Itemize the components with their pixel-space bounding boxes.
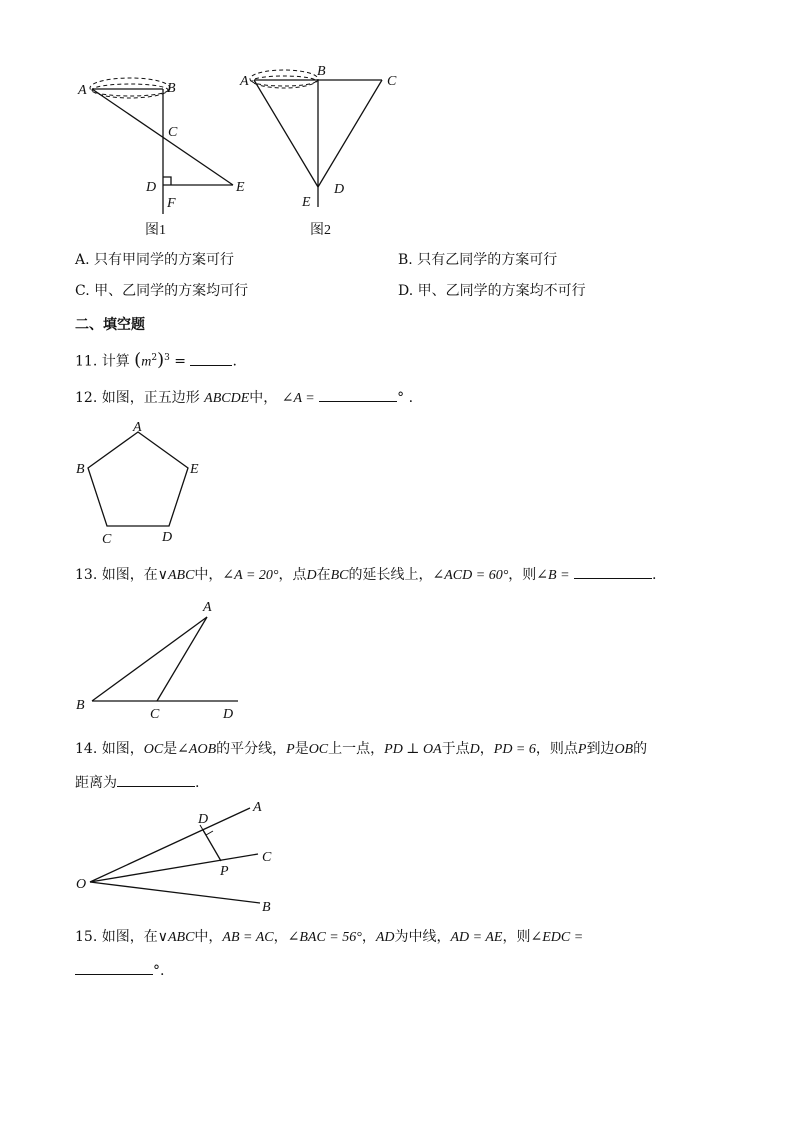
q15-text-3: ， <box>273 929 288 945</box>
label-d: D <box>198 812 209 827</box>
segment-ba <box>92 617 207 701</box>
q14-p-2: P <box>577 742 587 757</box>
triangle-figure <box>70 592 250 722</box>
dashed-arc-1 <box>90 78 170 98</box>
q14-end: . <box>195 775 200 791</box>
question-13 <box>75 564 656 585</box>
dashed-arc-2 <box>92 84 168 96</box>
q14-perp: PD ⊥ OA <box>384 742 442 757</box>
ray-ob <box>90 882 260 903</box>
q13-text-2: 中， <box>194 567 223 583</box>
label-e: E <box>302 195 311 210</box>
question-14-line-1 <box>75 740 647 759</box>
caption-fig2: 图2 <box>310 223 331 238</box>
q15-text-1: 15. 如图，在 <box>75 929 158 945</box>
question-14-line-2 <box>75 772 199 792</box>
q14-text-6: 于点 <box>441 741 470 757</box>
q11-eq: = <box>174 353 187 370</box>
q13-triangle: ∨ABC <box>157 568 195 583</box>
label-b: B <box>317 64 326 79</box>
q13-angle-a: ∠A = 20° <box>222 568 279 583</box>
q15-ab-ac: AB = AC <box>222 930 274 945</box>
label-d: D <box>162 530 173 545</box>
question-12 <box>75 387 413 408</box>
label-c: C <box>387 74 397 89</box>
segment-ac <box>157 617 207 701</box>
option-c: C. 甲、乙同学的方案均可行 <box>75 283 249 299</box>
q15-text-2: 中， <box>194 929 223 945</box>
q11-prefix: 11. 计算 <box>75 353 130 370</box>
q15-text-5: 为中线， <box>394 929 451 945</box>
label-b: B <box>76 462 85 477</box>
q14-ob: OB <box>614 742 634 757</box>
q15-triangle: ∨ABC <box>157 930 195 945</box>
q15-ad: AD <box>375 930 395 945</box>
q12-answer-blank[interactable] <box>319 387 397 402</box>
q14-text-9: 到边 <box>586 741 615 757</box>
dashed-arc-1 <box>250 70 318 88</box>
q13-text-3: ，点 <box>278 567 307 583</box>
label-e: E <box>236 180 245 195</box>
segment-cd <box>318 80 382 187</box>
q15-angle-edc: ∠EDC = <box>530 930 584 945</box>
label-d: D <box>146 180 157 195</box>
label-d: D <box>334 182 345 197</box>
q14-text-10: 的 <box>633 741 648 757</box>
q11-base: m <box>141 354 152 370</box>
q15-text-6: ，则 <box>502 929 531 945</box>
label-a: A <box>240 74 249 89</box>
q14-answer-blank[interactable] <box>117 772 195 787</box>
q13-text-1: 13. 如图，在 <box>75 567 158 583</box>
label-o: O <box>76 877 87 892</box>
label-a: A <box>203 600 212 615</box>
right-angle-mark <box>163 177 171 185</box>
question-15-line-2 <box>75 960 164 980</box>
q13-text-6: ，则 <box>508 567 537 583</box>
q14-d: D <box>469 742 480 757</box>
q12-name: ABCDE <box>204 391 250 406</box>
question-11: 11. 计算 $(m^2)^3$ = . <box>75 349 237 371</box>
q15-answer-blank[interactable] <box>75 960 153 975</box>
q11-end: . <box>232 353 237 370</box>
label-c: C <box>168 125 178 140</box>
q11-answer-blank[interactable] <box>190 351 232 366</box>
question-15-line-1 <box>75 928 583 947</box>
q12-end: ° . <box>397 390 414 406</box>
q14-text-2: 是 <box>163 741 178 757</box>
q13-end: . <box>651 567 657 583</box>
label-a: A <box>78 83 87 98</box>
q13-angle-acd: ∠ACD = 60° <box>432 568 509 583</box>
figure-2 <box>232 62 412 242</box>
q12-angle: ∠A = <box>281 391 315 406</box>
segment-ad <box>254 80 318 187</box>
q15-angle-bac: ∠BAC = 56° <box>287 930 362 945</box>
q13-angle-b: ∠B = <box>536 568 570 583</box>
q13-text-5: 的延长线上， <box>348 567 433 583</box>
label-d: D <box>223 707 234 722</box>
label-a: A <box>133 420 142 435</box>
q15-ad-ae: AD = AE <box>450 930 503 945</box>
ray-oc <box>90 854 258 882</box>
caption-fig1: 图1 <box>145 223 166 238</box>
q14-text-8: ，则点 <box>535 741 578 757</box>
label-p: P <box>220 864 229 879</box>
q12-mid: 中， <box>249 390 278 406</box>
q14-text-1: 14. 如图， <box>75 741 144 757</box>
q13-answer-blank[interactable] <box>574 564 652 579</box>
angle-bisector-figure <box>70 795 290 920</box>
q14-oc: OC <box>143 742 164 757</box>
q14-oc-2: OC <box>308 742 329 757</box>
q14-text-7: ， <box>479 741 494 757</box>
q14-text-4: 是 <box>294 741 309 757</box>
q14-text-3: 的平分线， <box>216 741 287 757</box>
label-c: C <box>262 850 272 865</box>
label-b: B <box>76 698 85 713</box>
pentagon-shape <box>88 432 188 526</box>
label-b: B <box>262 900 271 915</box>
label-f: F <box>167 196 176 211</box>
label-b: B <box>167 81 176 96</box>
q14-pd: PD = 6 <box>493 742 536 757</box>
q13-text-4: 在 <box>316 567 331 583</box>
option-a: A. 只有甲同学的方案可行 <box>75 252 235 268</box>
q14-angle-aob: ∠AOB <box>177 742 217 757</box>
option-d: D. 甲、乙同学的方案均不可行 <box>398 283 586 299</box>
q14-p: P <box>286 742 295 757</box>
q14-text-5: 上一点， <box>328 741 385 757</box>
pentagon-figure <box>70 418 210 548</box>
q11-outer-exp: 3 <box>164 353 170 363</box>
q13-point-d: D <box>306 568 317 583</box>
section-title: 二、填空题 <box>75 317 145 333</box>
label-c: C <box>102 532 112 547</box>
dashed-arc-2 <box>252 76 316 86</box>
q15-end: °. <box>153 963 165 979</box>
q12-prefix: 12. 如图，正五边形 <box>75 390 200 406</box>
q11-inner-exp: 2 <box>151 353 158 363</box>
q14-line-2-text: 距离为 <box>75 775 117 791</box>
q13-bc: BC <box>330 568 349 583</box>
label-a: A <box>253 800 262 815</box>
option-b: B. 只有乙同学的方案可行 <box>398 252 558 268</box>
label-e: E <box>190 462 199 477</box>
q15-text-4: ， <box>361 929 376 945</box>
label-c: C <box>150 707 160 722</box>
